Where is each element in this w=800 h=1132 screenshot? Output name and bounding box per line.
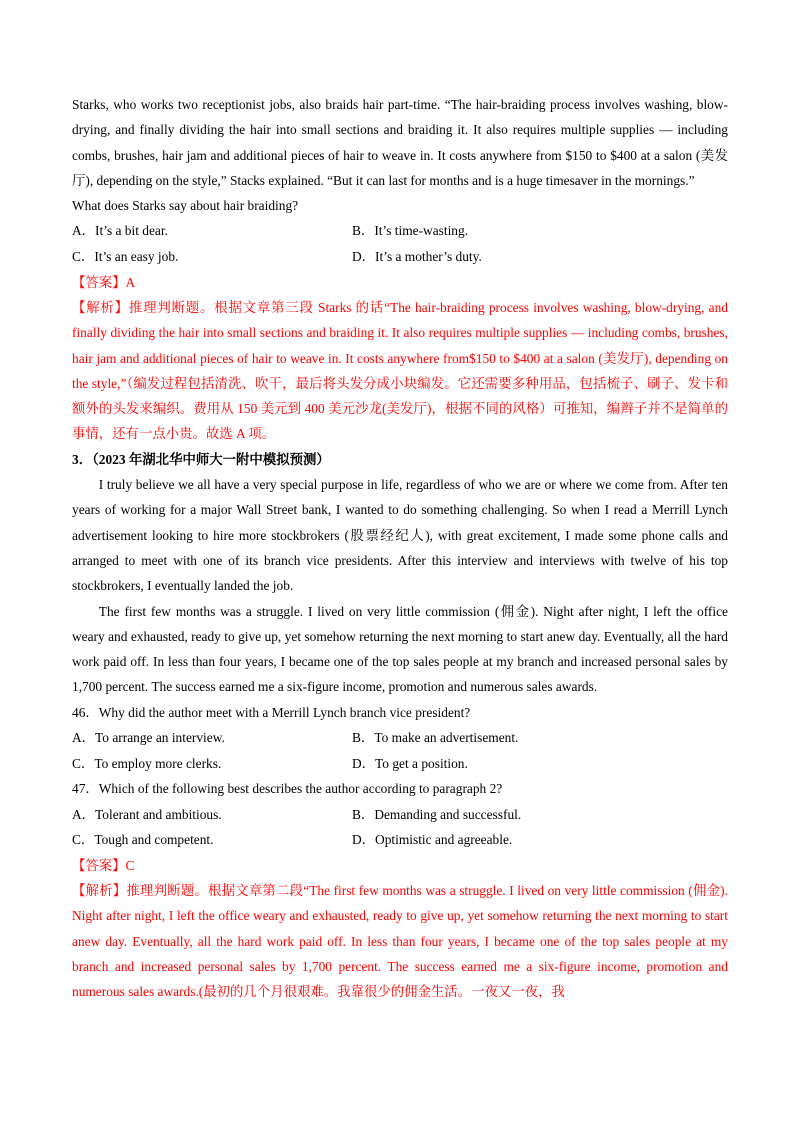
question-text: 46．Why did the author meet with a Merrill Lynch branch vice president?	[72, 704, 471, 720]
option-d: D．It’s a mother’s duty.	[352, 249, 482, 265]
option-b: B．Demanding and successful.	[352, 806, 522, 822]
option-b: B．To make an advertisement.	[352, 730, 519, 746]
options-row	[72, 751, 728, 777]
option-a: A．Tolerant and ambitious.	[72, 806, 222, 822]
question-text: What does Starks say about hair braiding?	[72, 198, 299, 214]
question-heading: 3．（2023 年湖北华中师大一附中模拟预测）	[72, 451, 330, 467]
passage-paragraph: I truly believe we all have a very special purpose in life, regardless of who we are or where we come from. After ten years of working for a major Wall Street bank, I wanted to do something challenging. So when I read a Merrill Lynch advertisement looking to hire more stockbrokers (股票经纪人), with great excitement, I made some phone calls and arranged to meet with one of its branch vice presidents. After this interview and interviews with twelve of his top stockbrokers, I eventually landed the job.	[72, 477, 728, 594]
option-a: A．To arrange an interview.	[72, 730, 225, 746]
option-d: D．Optimistic and agreeable.	[352, 832, 513, 848]
options-row	[72, 802, 728, 828]
question-text: 47．Which of the following best describes the author according to paragraph 2?	[72, 781, 503, 797]
option-c: C．Tough and competent.	[72, 832, 214, 848]
options-row	[72, 827, 728, 853]
analysis-text: 【解析】推理判断题。根据文章第二段“The first few months was a struggle. I lived on very little commission (佣金). Night after night, I left the office weary and exhausted, ready to give up, yet somehow returning the next morning to start anew day. Eventually, all the hard work paid off. In less than four years, I became one of the top sales people at my branch and increased personal sales by 1,700 percent. The success earned me a six-figure income, promotion and numerous sales awards.(最初的几个月很艰难。我靠很少的佣金生活。一夜又一夜，我	[72, 882, 728, 1000]
option-d: D．To get a position.	[352, 755, 468, 771]
answer-label: 【答案】A	[72, 274, 136, 290]
option-a: A．It’s a bit dear.	[72, 223, 168, 239]
options-row	[72, 244, 728, 270]
option-c: C．To employ more clerks.	[72, 755, 222, 771]
option-c: C．It’s an easy job.	[72, 249, 179, 265]
analysis-text: 【解析】推理判断题。根据文章第三段 Starks 的话“The hair-braiding process involves washing, blow-drying, and finally dividing the hair into small sections and braiding it. It also requires multiple supplies — including combs, brushes, hair jam and additional pieces of hair to weave in. It costs anywhere from$150 to $400 at a salon (美发厅), depending on the style,”（编发过程包括清洗、吹干，最后将头发分成小块编发。它还需要多种用品，包括梳子、刷子、发卡和额外的头发来编织。费用从 150 美元到 400 美元沙龙(美发厅)，根据不同的风格）可推知，编辫子并不是简单的事情，还有一点小贵。故选 A 项。	[72, 299, 728, 442]
document-page	[72, 92, 728, 1004]
passage-paragraph: The first few months was a struggle. I lived on very little commission (佣金). Night after night, I left the office weary and exhausted, ready to give up, yet somehow returning the next morning to start anew day. Eventually, all the hard work paid off. In less than four years, I became one of the top sales people at my branch and increased personal sales by 1,700 percent. The success earned me a six-figure income, promotion and numerous sales awards.	[72, 603, 728, 695]
options-row	[72, 725, 728, 751]
options-row	[72, 218, 728, 244]
option-b: B．It’s time-wasting.	[352, 223, 469, 239]
passage-paragraph: Starks, who works two receptionist jobs, also braids hair part-time. “The hair-braiding process involves washing, blow-drying, and finally dividing the hair into small sections and braiding it. It also requires multiple supplies — including combs, brushes, hair jam and additional pieces of hair to weave in. It costs anywhere from $150 to $400 at a salon (美发厅), depending on the style,” Stacks explained. “But it can last for months and is a huge timesaver in the mornings.”	[72, 97, 728, 188]
answer-label: 【答案】C	[72, 857, 135, 873]
